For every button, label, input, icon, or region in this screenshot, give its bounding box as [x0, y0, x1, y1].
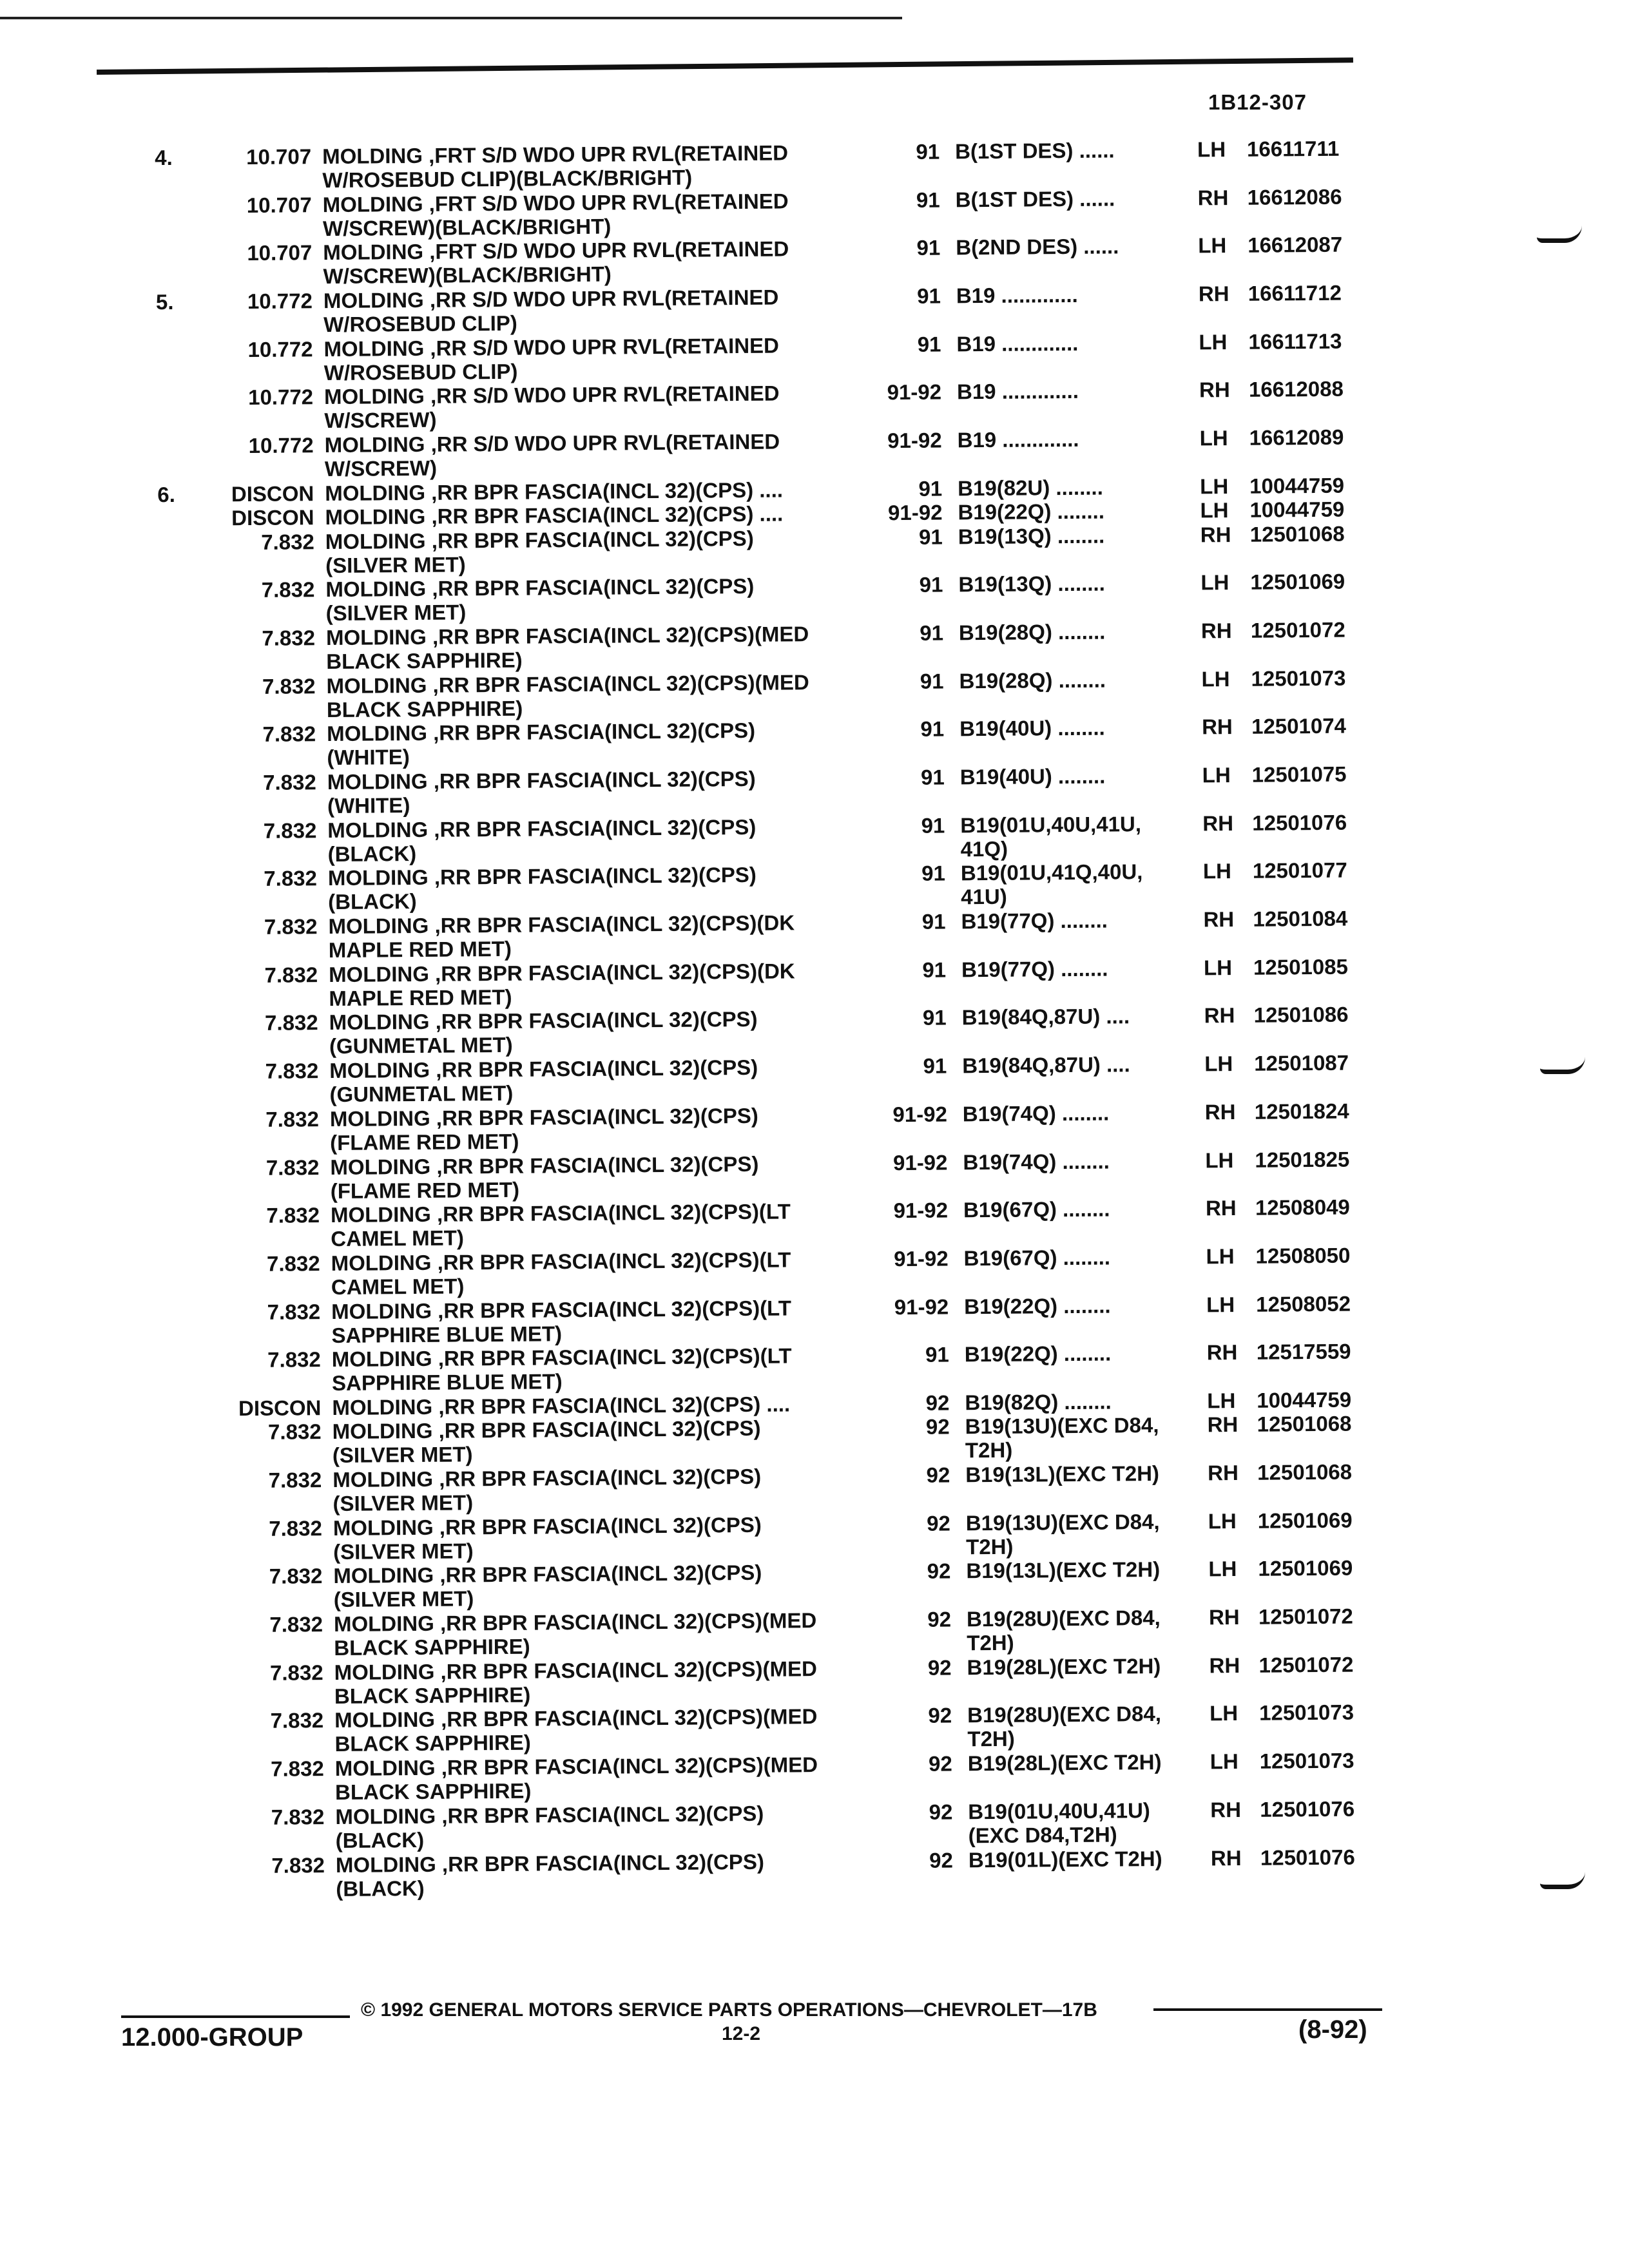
part-description: MOLDING ,FRT S/D WDO UPR RVL(RETAINED W/SCREW)(BLACK/BRIGHT): [322, 189, 789, 240]
part-number: 12501086: [1253, 1003, 1349, 1028]
model-year: 91: [916, 284, 941, 308]
quantity-code: 7.832: [269, 1564, 323, 1589]
model-year: 91-92: [887, 380, 942, 405]
part-description: MOLDING ,RR BPR FASCIA(INCL 32)(CPS) ....: [332, 1392, 791, 1419]
side-code: RH: [1200, 618, 1232, 643]
model-code: B19(01U,40U,41U) (EXC D84,T2H): [968, 1798, 1150, 1848]
side-code: LH: [1200, 570, 1229, 595]
quantity-code: 7.832: [264, 962, 318, 987]
quantity-code: 7.832: [271, 1804, 325, 1829]
side-code: LH: [1201, 666, 1230, 691]
model-code: B19(22Q) ........: [958, 499, 1105, 524]
part-description: MOLDING ,RR BPR FASCIA(INCL 32)(CPS)(MED BLACK SAPPHIRE): [334, 1753, 818, 1805]
part-number: 12501069: [1258, 1556, 1353, 1581]
model-year: 92: [925, 1414, 950, 1439]
quantity-code: 7.832: [270, 1708, 324, 1733]
part-description: MOLDING ,FRT S/D WDO UPR RVL(RETAINED W/ROSEBUD CLIP)(BLACK/BRIGHT): [322, 140, 789, 193]
model-year: 92: [927, 1559, 951, 1584]
part-number: 12501076: [1260, 1845, 1355, 1870]
side-code: RH: [1199, 378, 1230, 402]
model-code: B19(13U)(EXC D84, T2H): [965, 1509, 1160, 1559]
part-description: MOLDING ,RR S/D WDO UPR RVL(RETAINED W/SCREW): [323, 381, 780, 433]
part-number: 12501068: [1249, 521, 1345, 546]
model-code: B19(22Q) ........: [964, 1293, 1111, 1318]
model-year: 91: [918, 476, 943, 501]
quantity-code: 7.832: [265, 1107, 320, 1131]
part-description: MOLDING ,RR BPR FASCIA(INCL 32)(CPS)(DK MAPLE RED MET): [328, 959, 795, 1010]
side-code: RH: [1200, 522, 1231, 546]
side-code: RH: [1207, 1412, 1239, 1437]
model-code: B19(67Q) ........: [963, 1196, 1110, 1222]
quantity-code: 7.832: [271, 1756, 324, 1781]
model-code: B19(28Q) ........: [958, 619, 1106, 645]
model-year: 91: [922, 957, 947, 982]
model-year: 91-92: [892, 1150, 948, 1175]
part-description: MOLDING ,RR BPR FASCIA(INCL 32)(CPS) (BLACK): [327, 814, 757, 866]
quantity-code: 7.832: [265, 1155, 320, 1180]
model-code: B(2ND DES) ......: [956, 234, 1119, 260]
part-number: 12501069: [1250, 569, 1345, 595]
part-description: MOLDING ,RR BPR FASCIA(INCL 32)(CPS) (BLACK): [335, 1849, 765, 1901]
part-number: 12501085: [1253, 954, 1349, 979]
quantity-code: 7.832: [264, 914, 318, 939]
part-description: MOLDING ,RR BPR FASCIA(INCL 32)(CPS) (WHITE): [327, 766, 756, 818]
part-description: MOLDING ,RR BPR FASCIA(INCL 32)(CPS)(MED BLACK SAPPHIRE): [325, 622, 809, 674]
quantity-code: 7.832: [263, 818, 317, 843]
model-code: B19(01L)(EXC T2H): [968, 1846, 1162, 1872]
model-code: B19(01U,41Q,40U, 41U): [960, 860, 1143, 909]
model-year: 92: [928, 1751, 952, 1776]
part-number: 12501076: [1252, 810, 1347, 835]
quantity-code: 10.772: [248, 433, 314, 458]
quantity-code: DISCON: [231, 505, 314, 530]
quantity-code: 10.707: [246, 192, 312, 217]
model-year: 91-92: [894, 1294, 949, 1319]
side-code: RH: [1208, 1461, 1239, 1485]
model-code: B19(82Q) ........: [965, 1389, 1112, 1415]
quantity-code: 7.832: [267, 1299, 321, 1324]
ref-number: 5.: [155, 289, 174, 314]
model-code: B19(28L)(EXC T2H): [967, 1653, 1161, 1680]
model-year: 92: [929, 1800, 953, 1824]
part-number: 10044759: [1257, 1387, 1352, 1412]
model-code: B19(40U) ........: [959, 764, 1106, 789]
part-description: MOLDING ,RR BPR FASCIA(INCL 32)(CPS) (FLAME RED MET): [330, 1151, 759, 1203]
part-description: MOLDING ,RR BPR FASCIA(INCL 32)(CPS)(MED BLACK SAPPHIRE): [334, 1704, 818, 1756]
side-code: LH: [1200, 498, 1229, 523]
part-description: MOLDING ,RR BPR FASCIA(INCL 32)(CPS) (SILVER MET): [333, 1464, 762, 1516]
part-description: MOLDING ,FRT S/D WDO UPR RVL(RETAINED W/SCREW)(BLACK/BRIGHT): [323, 236, 789, 289]
side-code: LH: [1206, 1292, 1235, 1316]
side-code: LH: [1203, 955, 1233, 980]
side-code: LH: [1202, 859, 1232, 883]
side-code: LH: [1199, 329, 1228, 354]
model-code: B19 .............: [956, 282, 1078, 308]
quantity-code: 7.832: [265, 1059, 319, 1083]
part-number: 16612089: [1249, 425, 1344, 450]
model-code: B19(74Q) ........: [962, 1100, 1110, 1126]
model-year: 91: [916, 235, 941, 260]
model-year: 92: [926, 1511, 950, 1535]
side-code: LH: [1200, 474, 1229, 499]
quantity-code: 7.832: [262, 626, 316, 650]
side-code: LH: [1198, 233, 1227, 258]
part-number: 12501076: [1260, 1796, 1355, 1821]
model-code: B19(28Q) ........: [959, 668, 1106, 693]
top-rule: [0, 17, 902, 19]
model-code: B19 .............: [956, 331, 1079, 356]
quantity-code: DISCON: [231, 481, 314, 506]
model-year: 91: [920, 716, 945, 742]
model-year: 91-92: [892, 1102, 947, 1127]
part-number: 12501825: [1255, 1147, 1350, 1172]
quantity-code: 7.832: [268, 1468, 322, 1492]
model-year: 91: [921, 861, 946, 886]
model-year: 91: [916, 139, 940, 164]
model-year: 91-92: [887, 500, 943, 525]
model-code: B19(22Q) ........: [964, 1341, 1112, 1367]
side-code: RH: [1210, 1797, 1242, 1822]
model-code: B19 .............: [957, 427, 1079, 452]
header-rule: [97, 57, 1353, 75]
part-number: 12501824: [1254, 1099, 1349, 1124]
part-description: MOLDING ,RR BPR FASCIA(INCL 32)(CPS) (SILVER MET): [325, 574, 755, 626]
part-number: 12501073: [1259, 1748, 1354, 1773]
part-number: 12501069: [1257, 1508, 1353, 1533]
model-code: B19(13U)(EXC D84, T2H): [965, 1413, 1159, 1463]
model-code: B19(01U,40U,41U, 41Q): [960, 811, 1142, 861]
quantity-code: 7.832: [266, 1203, 320, 1228]
quantity-code: 7.832: [261, 529, 314, 554]
part-number: 12501072: [1258, 1652, 1354, 1677]
footer-rule-left: [121, 2015, 350, 2018]
model-code: B19(28U)(EXC D84, T2H): [966, 1606, 1161, 1655]
model-year: 91: [919, 572, 943, 597]
side-code: LH: [1204, 1052, 1233, 1076]
part-description: MOLDING ,RR BPR FASCIA(INCL 32)(CPS) (FLAME RED MET): [329, 1103, 758, 1155]
footer-rule-right: [1153, 2008, 1382, 2011]
quantity-code: 7.832: [263, 770, 316, 794]
model-year: 91: [925, 1342, 949, 1367]
side-code: RH: [1198, 282, 1229, 306]
model-code: B19(13Q) ........: [958, 523, 1105, 548]
side-code: RH: [1201, 715, 1233, 739]
side-code: LH: [1210, 1701, 1239, 1725]
parts-list: [0, 134, 1629, 1903]
footer-group: 12.000-GROUP: [121, 2023, 304, 2052]
model-year: 91-92: [887, 428, 942, 453]
quantity-code: 7.832: [264, 1010, 318, 1035]
part-number: 12501072: [1258, 1604, 1353, 1629]
side-code: RH: [1204, 1099, 1236, 1124]
side-code: RH: [1204, 1003, 1235, 1028]
model-year: 92: [927, 1607, 952, 1631]
model-code: B19(77Q) ........: [961, 956, 1108, 982]
quantity-code: 7.832: [267, 1419, 322, 1445]
part-number: 12517559: [1256, 1339, 1351, 1365]
part-number: 16611712: [1248, 280, 1342, 305]
quantity-code: 7.832: [261, 577, 315, 602]
part-number: 12501073: [1259, 1700, 1354, 1725]
part-description: MOLDING ,RR BPR FASCIA(INCL 32)(CPS)(LT SAPPHIRE BLUE MET): [331, 1296, 792, 1347]
side-code: LH: [1205, 1148, 1234, 1172]
part-number: 12501068: [1257, 1459, 1353, 1485]
model-code: B19(84Q,87U) ....: [961, 1004, 1130, 1030]
part-description: MOLDING ,RR BPR FASCIA(INCL 32)(CPS) (GUNMETAL MET): [329, 1007, 758, 1059]
model-code: B(1ST DES) ......: [955, 186, 1115, 212]
model-year: 91: [917, 332, 941, 356]
part-number: 12501074: [1251, 713, 1347, 739]
model-code: B19(82U) ........: [958, 475, 1103, 501]
part-number: 12501075: [1251, 762, 1347, 787]
part-description: MOLDING ,RR BPR FASCIA(INCL 32)(CPS) (SILVER MET): [333, 1561, 762, 1612]
part-description: MOLDING ,RR BPR FASCIA(INCL 32)(CPS) (SILVER MET): [333, 1512, 762, 1564]
model-code: B19(28U)(EXC D84, T2H): [967, 1702, 1162, 1751]
quantity-code: 10.772: [247, 336, 313, 361]
model-code: B19(28L)(EXC T2H): [967, 1750, 1162, 1776]
side-code: RH: [1208, 1605, 1240, 1629]
part-number: 12501073: [1251, 666, 1346, 691]
model-code: B19(13Q) ........: [958, 571, 1105, 597]
quantity-code: 7.832: [262, 673, 316, 698]
part-number: 10044759: [1249, 473, 1345, 498]
model-year: 92: [925, 1390, 950, 1415]
part-description: MOLDING ,RR S/D WDO UPR RVL(RETAINED W/SCREW): [324, 429, 780, 481]
part-description: MOLDING ,RR BPR FASCIA(INCL 32)(CPS) (BLACK): [327, 863, 757, 914]
side-code: LH: [1206, 1244, 1235, 1269]
model-year: 91: [918, 524, 943, 549]
part-description: MOLDING ,RR BPR FASCIA(INCL 32)(CPS)(DK MAPLE RED MET): [328, 910, 795, 963]
part-description: MOLDING ,RR BPR FASCIA(INCL 32)(CPS)(MED BLACK SAPPHIRE): [334, 1656, 817, 1708]
quantity-code: 7.832: [264, 866, 318, 891]
side-code: LH: [1197, 137, 1226, 162]
model-year: 91: [916, 187, 940, 212]
part-number: 16612086: [1247, 184, 1342, 209]
side-code: RH: [1209, 1653, 1240, 1678]
quantity-code: 7.832: [271, 1852, 325, 1878]
page-code: 1B12-307: [1208, 90, 1307, 114]
model-code: B19(74Q) ........: [963, 1149, 1110, 1174]
footer-date: (8-92): [1298, 2015, 1367, 2044]
part-description: MOLDING ,RR BPR FASCIA(INCL 32)(CPS) (SILVER MET): [332, 1416, 761, 1468]
model-code: B19(77Q) ........: [961, 908, 1108, 934]
part-description: MOLDING ,RR BPR FASCIA(INCL 32)(CPS) ....: [325, 501, 784, 530]
part-number: 12501068: [1257, 1411, 1352, 1437]
model-year: 91: [920, 620, 944, 645]
quantity-code: 10.772: [247, 385, 314, 410]
side-code: RH: [1197, 185, 1229, 210]
part-number: 16612088: [1248, 377, 1344, 402]
part-number: 16611711: [1246, 136, 1340, 161]
part-description: MOLDING ,RR BPR FASCIA(INCL 32)(CPS) (WHITE): [327, 718, 756, 770]
side-code: LH: [1210, 1749, 1239, 1774]
model-code: B19(84Q,87U) ....: [962, 1052, 1130, 1078]
side-code: RH: [1205, 1196, 1237, 1220]
model-year: 92: [926, 1463, 950, 1487]
ref-number: 4.: [154, 145, 173, 170]
quantity-code: 10.707: [246, 144, 312, 169]
side-code: RH: [1210, 1845, 1242, 1870]
quantity-code: DISCON: [238, 1396, 322, 1421]
ref-number: 6.: [157, 482, 175, 506]
part-number: 16611713: [1248, 329, 1342, 354]
model-year: 91-92: [894, 1246, 949, 1271]
model-year: 91-92: [893, 1198, 949, 1223]
part-description: MOLDING ,RR BPR FASCIA(INCL 32)(CPS) (GUNMETAL MET): [329, 1055, 758, 1107]
quantity-code: 7.832: [269, 1612, 323, 1637]
side-code: RH: [1206, 1340, 1238, 1365]
part-description: MOLDING ,RR BPR FASCIA(INCL 32)(CPS)(MED BLACK SAPPHIRE): [333, 1608, 817, 1660]
side-code: LH: [1208, 1557, 1237, 1581]
part-number: 12508052: [1256, 1291, 1351, 1316]
part-number: 12501084: [1253, 906, 1348, 931]
model-code: B19 .............: [956, 379, 1079, 404]
model-year: 91: [922, 1005, 947, 1030]
quantity-code: 10.772: [247, 289, 313, 314]
part-number: 12501072: [1250, 617, 1345, 642]
part-description: MOLDING ,RR BPR FASCIA(INCL 32)(CPS)(MED BLACK SAPPHIRE): [326, 669, 809, 722]
part-number: 12508049: [1255, 1195, 1350, 1220]
side-code: LH: [1207, 1388, 1236, 1413]
model-code: B19(13L)(EXC T2H): [965, 1461, 1160, 1487]
part-description: MOLDING ,RR BPR FASCIA(INCL 32)(CPS)(LT CAMEL MET): [330, 1199, 791, 1251]
side-code: RH: [1203, 907, 1235, 932]
model-year: 91: [920, 765, 945, 789]
model-year: 91: [921, 909, 946, 934]
model-code: B19(67Q) ........: [963, 1245, 1111, 1271]
quantity-code: 10.707: [247, 240, 313, 265]
part-number: 12501077: [1252, 858, 1347, 883]
model-year: 92: [929, 1848, 954, 1872]
model-year: 92: [928, 1703, 952, 1728]
model-year: 91: [921, 813, 945, 838]
model-year: 91: [920, 669, 944, 693]
footer-page-number: 12-2: [722, 2023, 761, 2044]
part-description: MOLDING ,RR BPR FASCIA(INCL 32)(CPS)(LT CAMEL MET): [331, 1247, 791, 1299]
quantity-code: 7.832: [269, 1660, 323, 1685]
model-year: 91: [923, 1053, 947, 1078]
part-description: MOLDING ,RR BPR FASCIA(INCL 32)(CPS) (BLACK): [335, 1801, 764, 1852]
part-number: 12501087: [1254, 1050, 1349, 1075]
part-number: 16612087: [1248, 233, 1343, 258]
part-description: MOLDING ,RR BPR FASCIA(INCL 32)(CPS)(LT SAPPHIRE BLUE MET): [331, 1343, 792, 1396]
model-code: B19(13L)(EXC T2H): [966, 1557, 1161, 1583]
part-number: 12508050: [1255, 1243, 1351, 1268]
quantity-code: 7.832: [266, 1251, 320, 1276]
part-description: MOLDING ,RR BPR FASCIA(INCL 32)(CPS) (SILVER MET): [325, 526, 754, 577]
side-code: LH: [1199, 426, 1228, 450]
side-code: RH: [1202, 811, 1234, 836]
part-number: 10044759: [1249, 497, 1345, 522]
quantity-code: 7.832: [269, 1515, 322, 1541]
side-code: LH: [1208, 1508, 1237, 1533]
model-code: B(1ST DES) ......: [954, 138, 1115, 164]
model-code: B19(40U) ........: [959, 715, 1105, 741]
part-description: MOLDING ,RR BPR FASCIA(INCL 32)(CPS) ....: [325, 477, 784, 505]
model-year: 92: [927, 1655, 952, 1680]
quantity-code: 7.832: [262, 722, 316, 747]
quantity-code: 7.832: [267, 1347, 321, 1372]
part-description: MOLDING ,RR S/D WDO UPR RVL(RETAINED W/ROSEBUD CLIP): [323, 333, 780, 385]
footer-copyright: © 1992 GENERAL MOTORS SERVICE PARTS OPERATIONS—CHEVROLET—17B: [361, 1999, 1097, 2021]
part-description: MOLDING ,RR S/D WDO UPR RVL(RETAINED W/ROSEBUD CLIP): [323, 285, 779, 337]
side-code: LH: [1202, 763, 1231, 787]
